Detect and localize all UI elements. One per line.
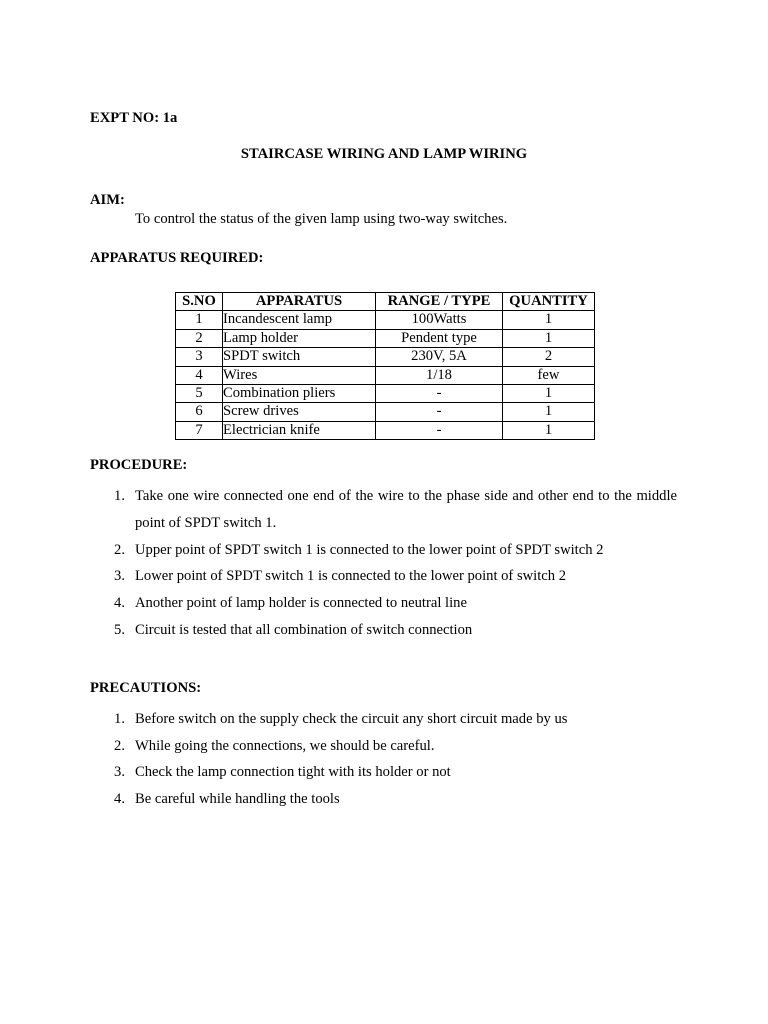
list-number: 2.	[114, 737, 125, 754]
cell-range-type: 1/18	[376, 366, 503, 384]
column-header-range-type: RANGE / TYPE	[376, 293, 503, 311]
aim-text: To control the status of the given lamp using two-way switches.	[135, 211, 508, 227]
table-row	[176, 421, 595, 439]
list-number: 4.	[114, 595, 125, 612]
cell-apparatus: Lamp holder	[223, 329, 376, 347]
table-row	[176, 348, 595, 366]
aim-heading: AIM:	[90, 192, 125, 208]
cell-apparatus: Screw drives	[223, 403, 376, 421]
experiment-number: EXPT NO: 1a	[90, 110, 178, 126]
table-row	[176, 329, 595, 347]
cell-range-type: Pendent type	[376, 329, 503, 347]
cell-sno: 4	[176, 366, 223, 384]
list-item	[110, 786, 677, 813]
list-item	[110, 537, 677, 564]
list-text: Before switch on the supply check the circuit any short circuit made by us	[135, 711, 568, 727]
list-item	[110, 706, 677, 733]
cell-range-type: -	[376, 385, 503, 403]
list-item	[110, 563, 677, 590]
list-text: Check the lamp connection tight with its holder or not	[135, 764, 451, 780]
list-number: 3.	[114, 764, 125, 780]
precautions-heading: PRECAUTIONS:	[90, 680, 202, 696]
list-number: 2.	[114, 541, 125, 558]
table-row	[176, 311, 595, 329]
cell-quantity: 1	[503, 311, 595, 329]
cell-apparatus: Wires	[223, 366, 376, 384]
list-number: 1.	[114, 711, 125, 727]
list-number: 3.	[114, 568, 125, 585]
list-text: Take one wire connected one end of the wire to the phase side and other end to the middle point of SPDT switch 1.	[135, 488, 677, 531]
cell-apparatus: Combination pliers	[223, 385, 376, 403]
cell-sno: 7	[176, 421, 223, 439]
list-item	[110, 483, 677, 537]
table-row	[176, 366, 595, 384]
list-text: While going the connections, we should be careful.	[135, 737, 435, 754]
cell-quantity: 1	[503, 403, 595, 421]
list-item	[110, 733, 677, 760]
cell-apparatus: Electrician knife	[223, 421, 376, 439]
cell-range-type: -	[376, 403, 503, 421]
cell-quantity: 1	[503, 421, 595, 439]
cell-sno: 6	[176, 403, 223, 421]
column-header-sno: S.NO	[176, 293, 223, 311]
procedure-heading: PROCEDURE:	[90, 457, 188, 473]
list-text: Lower point of SPDT switch 1 is connected to the lower point of switch 2	[135, 568, 566, 585]
document-title: STAIRCASE WIRING AND LAMP WIRING	[240, 146, 528, 162]
list-item	[110, 590, 677, 617]
cell-apparatus: Incandescent lamp	[223, 311, 376, 329]
cell-quantity: 2	[503, 348, 595, 366]
cell-apparatus: SPDT switch	[223, 348, 376, 366]
column-header-quantity: QUANTITY	[503, 293, 595, 311]
cell-range-type: 230V, 5A	[376, 348, 503, 366]
list-number: 1.	[114, 488, 125, 504]
procedure-list	[110, 483, 677, 644]
list-number: 5.	[114, 621, 125, 638]
cell-sno: 1	[176, 311, 223, 329]
list-text: Another point of lamp holder is connected to neutral line	[135, 595, 467, 612]
list-item	[110, 759, 677, 786]
cell-quantity: 1	[503, 329, 595, 347]
apparatus-table	[175, 292, 595, 440]
list-text: Upper point of SPDT switch 1 is connected to the lower point of SPDT switch 2	[135, 541, 604, 558]
cell-sno: 2	[176, 329, 223, 347]
cell-sno: 5	[176, 385, 223, 403]
cell-range-type: -	[376, 421, 503, 439]
cell-sno: 3	[176, 348, 223, 366]
cell-quantity: 1	[503, 385, 595, 403]
list-number: 4.	[114, 790, 125, 807]
column-header-apparatus: APPARATUS	[223, 293, 376, 311]
table-header-row	[176, 293, 595, 311]
apparatus-heading: APPARATUS REQUIRED:	[90, 250, 264, 266]
list-item	[110, 617, 677, 644]
precautions-list	[110, 706, 677, 812]
table-row	[176, 403, 595, 421]
table-row	[176, 385, 595, 403]
cell-range-type: 100Watts	[376, 311, 503, 329]
list-text: Circuit is tested that all combination of switch connection	[135, 621, 473, 638]
cell-quantity: few	[503, 366, 595, 384]
list-text: Be careful while handling the tools	[135, 790, 340, 807]
